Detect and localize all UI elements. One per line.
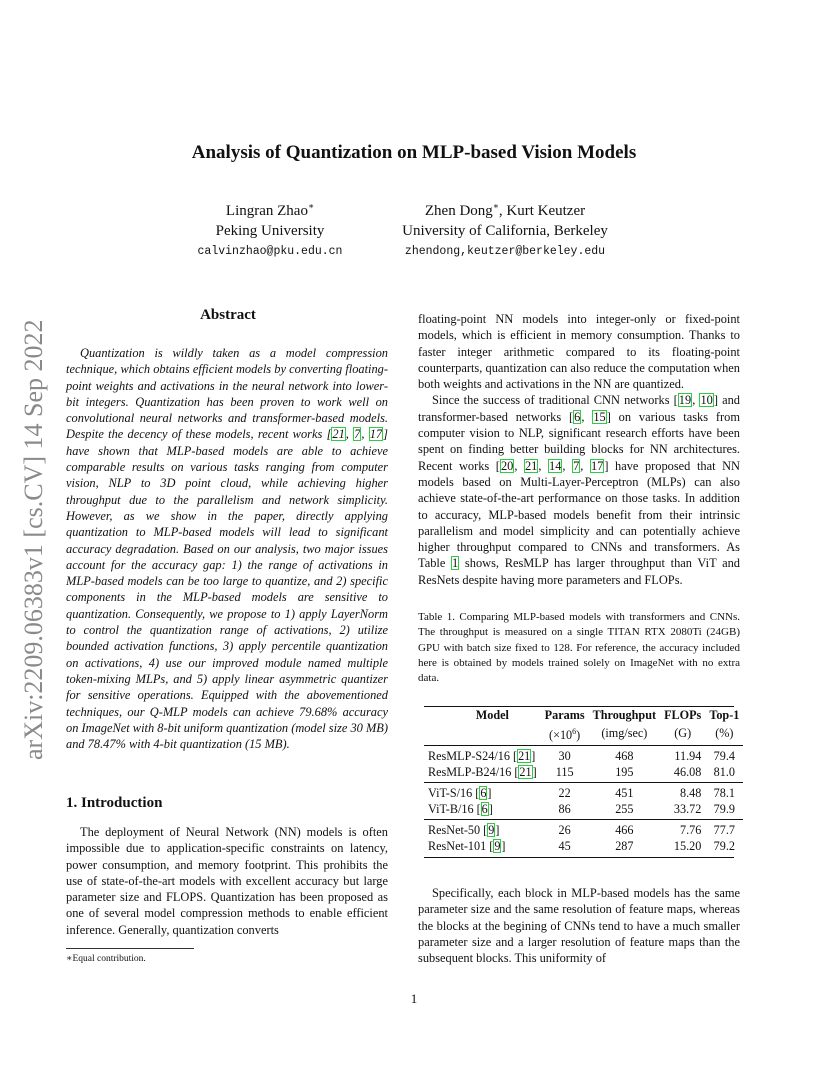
paragraph: Since the success of traditional CNN networks [19, 10] and transformer-based networks [6, 15] on various tasks from computer vision to NLP, significant research efforts have been spent on finding better building blocks for NN architectures. Recent works [20, 21, 14, 7, 17] have proposed that NN models based on Multi-Layer-Perceptron (MLPs) can also achieve state-of-the-art performance on those tasks. In addition to accuracy, MLP-based models benefit from their intrinsic parallelism and model simplicity and can potentially achieve higher throughput compared to CNNs and transformers. As Table 1 shows, ResMLP has larger throughput than ViT and ResNets despite having more parameters and FLOPs. <box>418 393 740 587</box>
citation-link[interactable]: 21 <box>332 427 345 442</box>
citation-link[interactable]: 10 <box>700 393 713 408</box>
author-email-2: zhendong,keutzer@berkeley.edu <box>404 245 606 258</box>
cell-flops: 46.08 <box>673 764 702 779</box>
unit-top1: (%) <box>715 725 734 740</box>
cell-params: 115 <box>555 764 574 779</box>
cell-top1: 78.1 <box>713 786 735 801</box>
citation-link[interactable]: 7 <box>354 427 361 442</box>
citation-link[interactable]: 14 <box>549 458 562 473</box>
author-block-2 <box>380 196 630 258</box>
cell-top1: 77.7 <box>713 823 735 838</box>
cell-model: ResNet-101 [9] <box>428 838 506 853</box>
cell-throughput: 468 <box>615 749 634 764</box>
table-row <box>424 749 743 765</box>
citation-link[interactable]: 19 <box>678 393 692 408</box>
cell-throughput: 255 <box>615 801 634 816</box>
cell-flops: 7.76 <box>679 823 702 838</box>
right-column-text-continued: Specifically, each block in MLP-based models has the same parameter size and the same resolution of feature maps, whereas the blocks at the begining of CNNs tend to have a much smaller parameter size and a larger resolution of feature maps than the subsequent blocks. This uniformity of <box>418 886 740 966</box>
table-header-row <box>424 708 743 724</box>
citation-link[interactable]: 17 <box>590 458 604 473</box>
cell-top1: 81.0 <box>713 764 735 779</box>
cell-params: 26 <box>558 823 571 838</box>
cell-top1: 79.9 <box>713 801 735 816</box>
table-caption: Table 1. Comparing MLP-based models with transformers and CNNs. The throughput is measured on a single TITAN RTX 2080Ti (24GB) GPU with batch size fixed to 128. For reference, the accuracy included here is obtained by models trained solely on ImageNet with no extra data. <box>418 611 740 685</box>
citation-link[interactable]: 21 <box>524 458 538 473</box>
abstract-body: Quantization is wildly taken as a model compression technique, which obtains efficient models by converting floating-point weights and activations in the neural network into lower-bit integers. Quantization has been proven to work well on convolutional neural networks and transformer-based models. Despite the decency of these models, recent works [21, 7, 17] have shown that MLP-based models are able to achieve comparable results on various tasks ranging from computer vision, NLP to 3D point cloud, while achieving higher throughput due to the parallelism and network simplicity. However, as we show in the paper, directly applying quantization to MLP-based models will lead to significant accuracy degradation. Based on our analysis, two major issues account for the accuracy gap: 1) the range of activations in MLP-based models can be too large to quantize, and 2) specific components in the MLP-based models are sensitive to quantization. Consequently, we propose to 1) apply LayerNorm to control the quantization range of activations, 2) utilize bounded activation functions, 3) apply percentile quantization on activations, 4) use our improved module named multiple token-mixing MLPs, and 5) apply linear asymmetric quantizer for sensitive operations. Equipped with the abovementioned techniques, our Q-MLP models can achieve 79.68% accuracy on ImageNet with 8-bit uniform quantization (model size 30 MB) and 78.47% with 4-bit quantization (15 MB). <box>66 346 388 752</box>
table-reference-link[interactable]: 1 <box>452 556 459 571</box>
header-top1: Top-1 <box>709 708 740 722</box>
cell-throughput: 466 <box>615 823 634 838</box>
citation-link[interactable]: 9 <box>488 823 495 838</box>
cell-top1: 79.2 <box>713 838 735 853</box>
footnote: ∗Equal contribution. <box>66 954 146 964</box>
table-bottom-rule <box>424 857 734 858</box>
cell-throughput: 195 <box>615 764 634 779</box>
citation-link[interactable]: 6 <box>481 801 488 816</box>
cell-model: ResMLP-S24/16 [21] <box>428 749 536 764</box>
cell-model: ViT-B/16 [6] <box>428 801 493 816</box>
author-email-1: calvinzhao@pku.edu.cn <box>197 245 343 258</box>
cell-flops: 11.94 <box>674 749 702 764</box>
cell-params: 30 <box>558 749 571 764</box>
paragraph: floating-point NN models into integer-only or fixed-point models, which is efficient in memory consumption. Thanks to faster integer arithmetic compared to its floating-point counterparts, quantization can also reduce the computation when both weights and activations in the NN are quantized. <box>418 312 740 392</box>
cell-throughput: 451 <box>615 786 634 801</box>
cell-params: 45 <box>558 838 571 853</box>
citation-link[interactable]: 15 <box>593 409 606 424</box>
header-throughput: Throughput <box>592 708 657 722</box>
citation-link[interactable]: 6 <box>574 409 581 424</box>
table-row <box>424 823 743 839</box>
table-row <box>424 786 743 802</box>
cell-params: 22 <box>558 786 571 801</box>
results-table <box>424 708 743 854</box>
introduction-heading: 1. Introduction <box>66 795 163 811</box>
table-top-rule <box>424 706 734 707</box>
header-params: Params <box>544 708 585 722</box>
cell-flops: 8.48 <box>679 786 702 801</box>
header-flops: FLOPs <box>664 708 702 722</box>
table-row <box>424 802 743 818</box>
table-row <box>424 839 743 855</box>
cell-flops: 15.20 <box>673 838 702 853</box>
citation-link[interactable]: 7 <box>573 458 580 473</box>
citation-link[interactable]: 17 <box>369 427 383 442</box>
cell-flops: 33.72 <box>673 801 702 816</box>
citation-link[interactable]: 6 <box>480 786 487 801</box>
abstract-heading: Abstract <box>200 307 256 323</box>
citation-link[interactable]: 21 <box>519 764 532 779</box>
cell-model: ViT-S/16 [6] <box>428 786 492 801</box>
table-row <box>424 765 743 781</box>
unit-throughput: (img/sec) <box>601 725 648 740</box>
header-model: Model <box>475 708 509 722</box>
cell-model: ResMLP-B24/16 [21] <box>428 764 537 779</box>
paper-title: Analysis of Quantization on MLP-based Vision Models <box>191 142 637 163</box>
unit-flops: (G) <box>674 725 692 740</box>
page-number: 1 <box>410 991 418 1006</box>
footnote-divider <box>66 948 194 949</box>
author-name-2: Zhen Dong∗, Kurt Keutzer <box>424 201 586 219</box>
author-affiliation-1: Peking University <box>215 223 325 239</box>
arxiv-stamp: arXiv:2209.06383v1 [cs.CV] 14 Sep 2022 <box>19 319 48 760</box>
cell-params: 86 <box>558 801 571 816</box>
citation-link[interactable]: 9 <box>494 838 501 853</box>
unit-params: $(\times 10^6)$ <box>549 726 581 742</box>
author-affiliation-2: University of California, Berkeley <box>402 223 608 239</box>
table-units-row <box>424 724 743 744</box>
author-name-1: Lingran Zhao∗ <box>225 201 315 219</box>
citation-link[interactable]: 21 <box>518 749 531 764</box>
citation-link[interactable]: 20 <box>500 458 514 473</box>
cell-model: ResNet-50 [9] <box>428 823 500 838</box>
author-block-1 <box>150 196 390 258</box>
right-column-text <box>418 311 740 588</box>
introduction-body: The deployment of Neural Network (NN) models is often impossible due to application-specific constraints on latency, power consumption, and memory footprint. This prohibits the use of state-of-the-art models with excellent accuracy but large parameter size and FLOPS. Quantization has been proposed as one of several model compression methods to enable efficient inference. Generally, quantization converts <box>66 825 388 937</box>
results-table-container <box>424 706 743 858</box>
cell-top1: 79.4 <box>713 749 735 764</box>
cell-throughput: 287 <box>615 838 634 853</box>
